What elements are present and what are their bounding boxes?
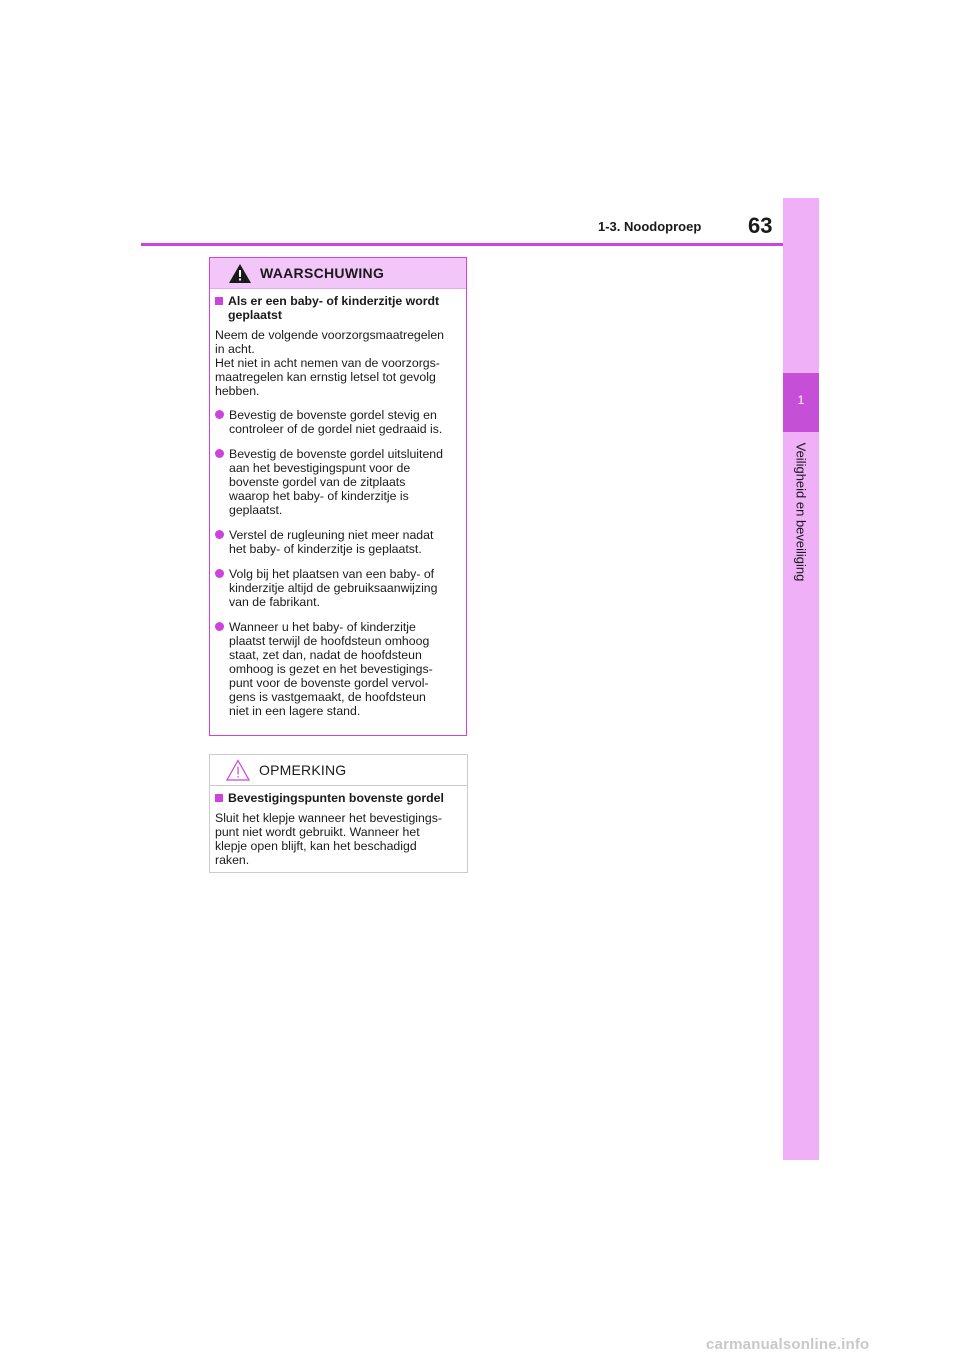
warning-heading-text: Als er een baby- of kinderzitje wordt geplaatst (228, 294, 440, 322)
warning-triangle-icon (228, 263, 252, 284)
warning-body (210, 289, 466, 718)
square-bullet-icon (215, 297, 223, 305)
header-divider (141, 243, 783, 246)
page-number: 63 (748, 213, 773, 238)
note-heading-text: Bevestigingspunten bovenste gordel (228, 791, 444, 805)
warning-title: WAARSCHUWING (260, 265, 385, 281)
list-item-text: Bevestig de bovenste gordel uitsluitend aan het bevestigingspunt voor de bovenste gordel van de zitplaats waarop het baby- of kinderzitje is geplaatst. (229, 447, 443, 517)
list-item (215, 567, 460, 609)
caution-triangle-icon (226, 759, 250, 781)
chapter-label: Veiligheid en beveiliging (793, 442, 809, 582)
warning-box (209, 257, 467, 736)
list-item-text: Wanneer u het baby- of kinderzitje plaatst terwijl de hoofdsteun omhoog staat, zet dan, nadat de hoofdsteun omhoog is gezet en het bevestigings- punt voor de bovenste gordel vervol- gens is vastgemaakt, de hoofdsteun niet in een lagere stand. (229, 620, 433, 718)
bullet-dot-icon (215, 622, 224, 631)
note-title: OPMERKING (259, 762, 347, 778)
list-item-text: Verstel de rugleuning niet meer nadat het baby- of kinderzitje is geplaatst. (229, 528, 434, 556)
side-tab (783, 198, 819, 1160)
warning-heading (215, 294, 460, 322)
note-text: Sluit het klepje wanneer het bevestigings- punt niet wordt gebruikt. Wanneer het klepje open blijft, kan het beschadigd raken. (215, 811, 442, 867)
section-title: 1-3. Noodoproep (598, 219, 702, 234)
bullet-dot-icon (215, 530, 224, 539)
square-bullet-icon (215, 794, 223, 802)
bullet-dot-icon (215, 410, 224, 419)
note-header (210, 755, 467, 786)
note-box (209, 754, 468, 873)
note-body (210, 786, 467, 867)
list-item (215, 528, 460, 556)
list-item (215, 408, 460, 436)
list-item (215, 447, 460, 517)
warning-intro: Neem de volgende voorzorgsmaatregelen in acht. Het niet in acht nemen van de voorzorgs- maatregelen kan ernstig letsel tot gevolg hebben. (215, 328, 444, 398)
list-item-text: Bevestig de bovenste gordel stevig en controleer of de gordel niet gedraaid is. (229, 408, 443, 436)
warning-header (210, 258, 466, 289)
list-item-text: Volg bij het plaatsen van een baby- of kinderzitje altijd de gebruiksaanwijzing van de fabrikant. (229, 567, 438, 609)
chapter-number: 1 (797, 393, 805, 407)
bullet-dot-icon (215, 449, 224, 458)
watermark: carmanualsonline.info (706, 1336, 870, 1353)
note-heading (215, 791, 461, 805)
bullet-dot-icon (215, 569, 224, 578)
list-item (215, 620, 460, 718)
